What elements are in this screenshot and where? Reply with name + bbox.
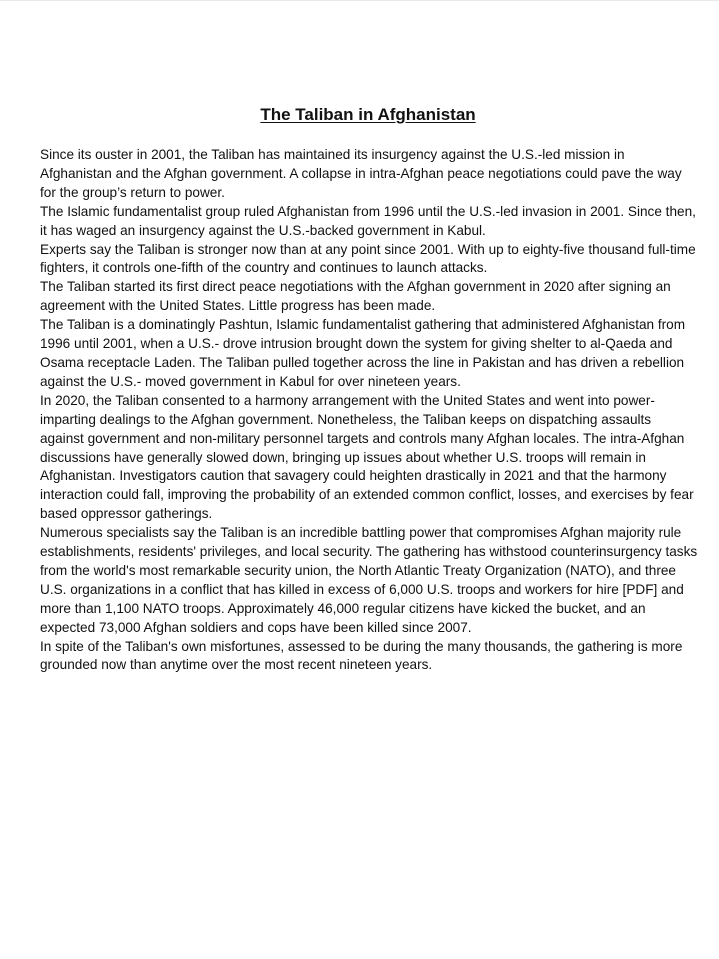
body-paragraph-6: In 2020, the Taliban consented to a harmony arrangement with the United States and went into power-imparting dealings to the Afghan government. Nonetheless, the Taliban keeps on dispatching assaults against government and non-military personnel targets and controls many Afghan locales. The intra-Afghan discussions have generally slowed down, bringing up issues about whether U.S. troops will remain in Afghanistan. Investigators caution that savagery could heighten drastically in 2021 and that the harmony interaction could fall, improving the probability of an extended common conflict, losses, and exercises by fear based oppressor gatherings. [40,392,694,522]
body-paragraph-4: The Taliban started its first direct peace negotiations with the Afghan government in 2020 after signing an agreement with the United States. Little progress has been made. [40,279,671,314]
document-body [40,146,698,675]
body-paragraph-2: The Islamic fundamentalist group ruled Afghanistan from 1996 until the U.S.-led invasion in 2001. Since then, it has waged an insurgency against the U.S.-backed government in Kabul. [40,203,696,238]
body-paragraph-5: The Taliban is a dominatingly Pashtun, Islamic fundamentalist gathering that administered Afghanistan from 1996 until 2001, when a U.S.- drove intrusion brought down the system for giving shelter to al-Qaeda and Osama receptacle Laden. The Taliban pulled together across the line in Pakistan and has driven a rebellion against the U.S.- moved government in Kabul for over nineteen years. [40,317,686,389]
document-title: The Taliban in Afghanistan [260,105,476,124]
body-paragraph-7: Numerous specialists say the Taliban is an incredible battling power that compromises Afghan majority rule establishments, residents' privileges, and local security. The gathering has withstood counterinsurgency tasks from the world's most remarkable security union, the North Atlantic Treaty Organization (NATO), and three U.S. organizations in a conflict that has killed in excess of 6,000 U.S. troops and workers for hire [PDF] and more than 1,100 NATO troops. Approximately 46,000 regular citizens have kicked the bucket, and an expected 73,000 Afghan soldiers and cops have been killed since 2007. [40,525,698,635]
body-paragraph-8: In spite of the Taliban's own misfortunes, assessed to be during the many thousands, the gathering is more grounded now than anytime over the most recent nineteen years. [40,638,683,673]
body-paragraph-3: Experts say the Taliban is stronger now than at any point since 2001. With up to eighty-five thousand full-time fighters, it controls one-fifth of the country and continues to launch attacks. [40,241,696,276]
body-paragraph-1: Since its ouster in 2001, the Taliban has maintained its insurgency against the U.S.-led mission in Afghanistan and the Afghan government. A collapse in intra-Afghan peace negotiations could pave the way for the group’s return to power. [40,147,682,200]
